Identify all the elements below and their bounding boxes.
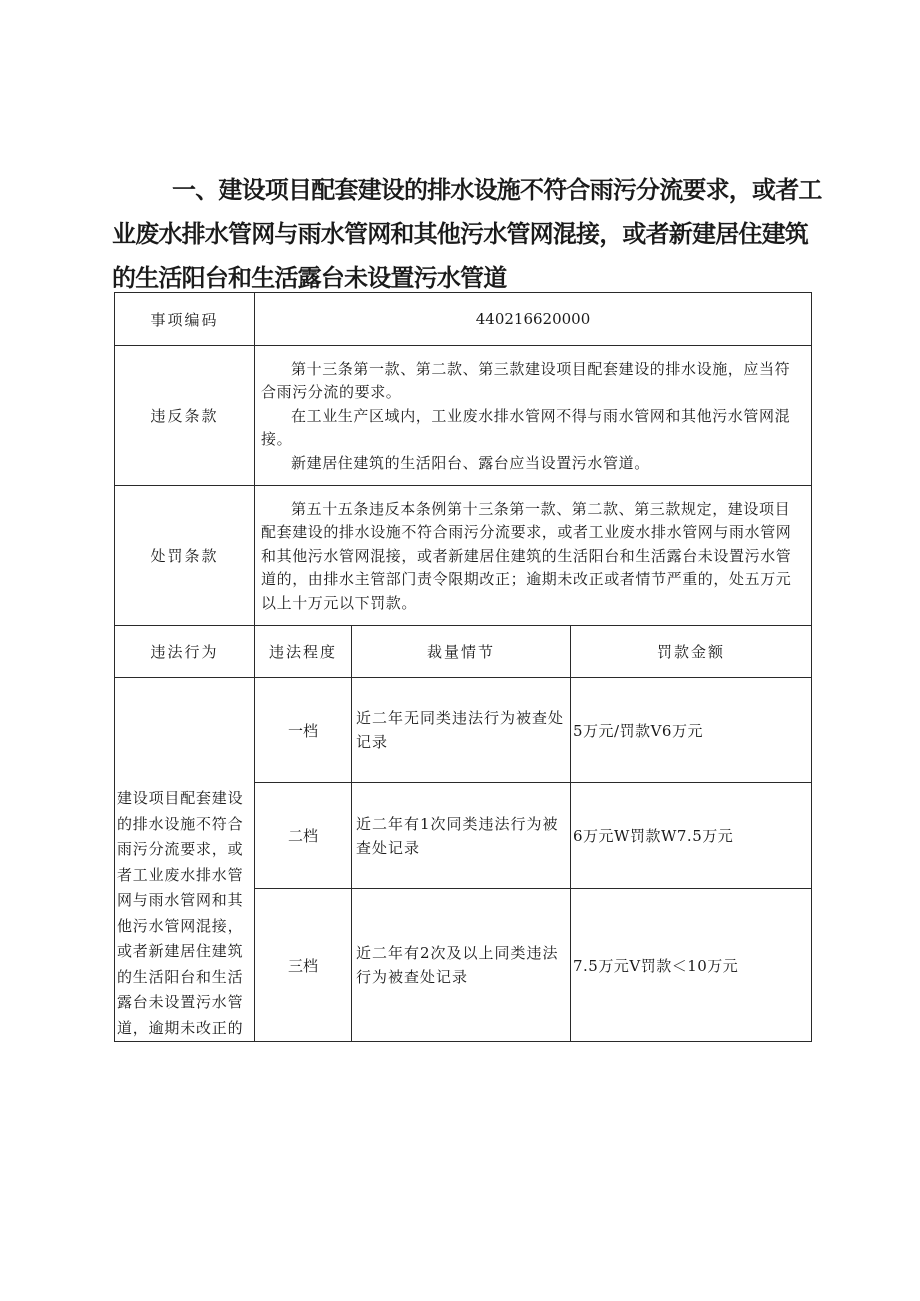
violation-paragraph: 在工业生产区域内，工业废水排水管网不得与雨水管网和其他污水管网混接。	[261, 406, 791, 449]
grade-level: 二档	[255, 783, 352, 889]
header-detail: 裁量情节	[352, 626, 571, 678]
penalty-paragraph: 第五十五条违反本条例第十三条第一款、第二款、第三款规定，建设项目配套建设的排水设施不符合雨污分流要求，或者工业废水排水管网与雨水管网和其他污水管网混接，或者新建居住建筑的生活阳台和生活露台未设置污水管道的，由排水主管部门责令限期改正；逾期未改正或者情节严重的，处五万元以上十万元以下罚款。	[261, 499, 792, 612]
header-row	[115, 626, 812, 678]
violation-paragraph: 新建居住建筑的生活阳台、露台应当设置污水管道。	[291, 453, 650, 472]
header-amount: 罚款金额	[571, 626, 812, 678]
grade-row	[115, 678, 812, 783]
violation-label: 违反条款	[115, 346, 255, 486]
item-code-label: 事项编码	[115, 293, 255, 346]
penalty-row	[115, 486, 812, 626]
heading-line: 的生活阳台和生活露台未设置污水管道	[112, 264, 507, 292]
heading-line: 一、建设项目配套建设的排水设施不符合雨污分流要求，或者工	[172, 176, 822, 204]
grade-detail: 近二年有1次同类违法行为被查处记录	[352, 783, 571, 889]
grade-level: 一档	[255, 678, 352, 783]
behavior-text: 建设项目配套建设的排水设施不符合雨污分流要求，或者工业废水排水管网与雨水管网和其他污水管网混接，或者新建居住建筑的生活阳台和生活露台未设置污水管道，逾期未改正的	[117, 789, 244, 1037]
violation-row	[115, 346, 812, 486]
header-degree: 违法程度	[255, 626, 352, 678]
grade-level: 三档	[255, 889, 352, 1042]
penalty-clause	[255, 486, 812, 626]
behavior-cell	[115, 678, 255, 1042]
penalty-label: 处罚条款	[115, 486, 255, 626]
grade-amount: 7.5万元V罚款＜10万元	[571, 889, 812, 1042]
penalty-table	[114, 292, 812, 1042]
heading-line: 业废水排水管网与雨水管网和其他污水管网混接，或者新建居住建筑	[112, 220, 808, 248]
violation-paragraph: 第十三条第一款、第二款、第三款建设项目配套建设的排水设施，应当符合雨污分流的要求。	[261, 359, 791, 402]
violation-clauses	[255, 346, 812, 486]
grade-detail: 近二年有2次及以上同类违法行为被查处记录	[352, 889, 571, 1042]
grade-detail: 近二年无同类违法行为被查处记录	[352, 678, 571, 783]
grade-amount: 5万元/罚款V6万元	[571, 678, 812, 783]
item-code-row	[115, 293, 812, 346]
section-heading	[112, 168, 824, 300]
grade-amount: 6万元W罚款W7.5万元	[571, 783, 812, 889]
header-behavior: 违法行为	[115, 626, 255, 678]
item-code-value: 440216620000	[255, 293, 812, 346]
